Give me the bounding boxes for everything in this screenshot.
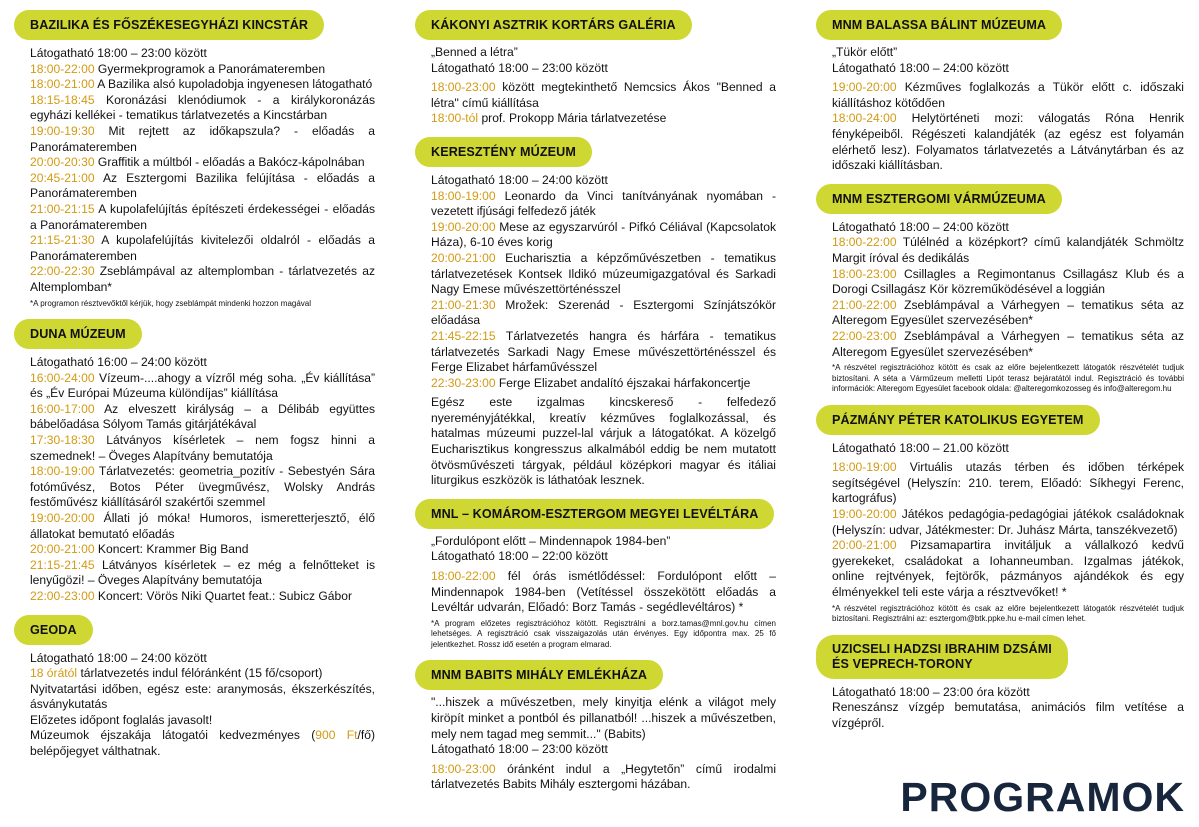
time: 20:45-21:00 (30, 170, 95, 185)
time: 22:00-22:30 (30, 264, 95, 279)
column-3 (816, 10, 1184, 741)
footnote: *A program előzetes regisztrációhoz kötött. Regisztrálni a borz.tamas@mnl.gov.hu címen lehetséges. A regisztráció csak visszaigazolás után érvényes. Egy időpontra max. 25 fő jelentkezhet. Rossz idő esetén a program elmarad. (431, 618, 776, 649)
time: 21:00-21:15 (30, 201, 95, 216)
time: 19:00-20:00 (431, 219, 496, 234)
time: 18:00-21:00 (30, 77, 95, 92)
time: 21:45-22:15 (431, 328, 496, 343)
time: 18:00-23:00 (431, 761, 496, 776)
program-item (816, 538, 1184, 600)
program-text: prof. Prokopp Mária tárlatvezetése (478, 111, 667, 126)
program-text: Csillagles a Regimontanus Csillagász Klub és a Dorogi Csillagász Kör közreműködésével a loggián (832, 266, 1184, 297)
time: 16:00-17:00 (30, 401, 95, 416)
program-text: Koncert: Vörös Niki Quartet feat.: Subicz Gábor (94, 588, 353, 603)
time: 21:00-21:30 (431, 297, 496, 312)
description: Egész este izgalmas kincskereső - felfedező nyereményjátékkal, kreatív kézműves foglalkozással, és hatalmas múzeumi puzzel-lal várjuk a látogatókat. A közelgő Eucharisztikus kongresszus alkalmából eddig be nem mutatott ötvösművészeti tárgyak, például középkori magyar és itáliai liturgikus eszközök is láthatóak lesznek. (431, 395, 776, 488)
time: 18:00-tól (431, 111, 479, 126)
program-text: Nyitvatartási időben, egész este: aranymosás, ékszerkészítés, ásványkutatás (30, 681, 375, 712)
program-text: Múzeumok éjszakája látogatói kedvezményes ( (30, 728, 316, 743)
exhibition-title: „Fordulópont előtt – Mindennapok 1984-ben” (431, 533, 671, 548)
opening-hours: Látogatható 18:00 – 23:00 óra között (832, 684, 1030, 699)
time: 21:00-22:00 (832, 297, 897, 312)
footnote: *A programon résztvevőktől kérjük, hogy zseblámpát mindenki hozzon magával (30, 298, 312, 308)
program-item (14, 402, 375, 433)
program-text: Ferge Elizabet andalító éjszakai hárfakoncertje (495, 375, 751, 390)
opening-hours: Látogatható 18:00 – 24:00 között (832, 60, 1009, 75)
section-duna (14, 319, 375, 605)
program-item (415, 569, 776, 616)
column-2 (415, 10, 776, 803)
program-list (415, 762, 776, 793)
section-kakonyi (415, 10, 776, 127)
program-item (816, 298, 1184, 329)
time: 18:00-19:00 (832, 460, 897, 475)
time: 18 órától (30, 666, 78, 681)
program-item (14, 171, 375, 202)
program-text: Koncert: Krammer Big Band (94, 542, 249, 557)
footnote: *A részvétel regisztrációhoz kötött és csak az előre bejelentkezett látogatók részvételét tudjuk biztosítani. Regisztrálni az: esztergom@btk.ppke.hu e-mail címen lehet. (832, 603, 1184, 624)
program-list (816, 235, 1184, 360)
program-text: Játékos pedagógia-pedagógiai játékok családoknak (Helyszín: udvar, Játékmester: Dr. Juhász Márta, tanszékvezető) (832, 506, 1184, 537)
opening-hours: Látogatható 18:00 – 24:00 között (30, 650, 207, 665)
program-text: Az elveszett királyság – a Délibáb együttes bábelőadása Sólyom Tamás gitárjátékával (30, 401, 375, 432)
program-text: Állati jó móka! Humoros, ismeretterjesztő, élő állatokat bemutató előadás (30, 510, 375, 541)
program-text: Az Esztergomi Bazilika felújítása - előadás a Panorámateremben (30, 170, 375, 201)
program-item (14, 233, 375, 264)
program-item (816, 235, 1184, 266)
time: 18:00-19:00 (431, 188, 496, 203)
program-list (14, 62, 375, 296)
program-text: Zseblámpával a Várhegyen – tematikus séta az Alteregom Egyesület szervezésében* (832, 297, 1184, 328)
program-item (14, 264, 375, 295)
exhibition-title: „Tükör előtt” (832, 45, 898, 59)
program-text: A kupolafelújítás építészeti érdekességei - előadás a Panorámateremben (30, 201, 375, 232)
opening-hours: Látogatható 18:00 – 21.00 között (832, 440, 1009, 455)
time: 18:00-22:00 (832, 235, 897, 250)
section-babits (415, 660, 776, 793)
section-title: MNL – KOMÁROM-ESZTERGOM MEGYEI LEVÉLTÁRA (415, 499, 774, 529)
section-title-line-1: UZICSELI HADZSI IBRAHIM DZSÁMI (832, 641, 1052, 656)
program-text: Tárlatvezetés: geometria_pozitív - Sebestyén Sára fotóművész, Botos Péter üvegművész, Wolsky András festőművész kiállításáról szakértői szemmel (30, 464, 375, 510)
program-item (14, 433, 375, 464)
time: 18:00-22:00 (431, 569, 496, 584)
time: 18:00-23:00 (832, 266, 897, 281)
program-text: tárlatvezetés indul félóránként (15 fő/csoport) (77, 666, 323, 681)
time: 20:00-21:00 (832, 538, 897, 553)
program-list (415, 569, 776, 616)
program-text: Reneszánsz vízgép bemutatása, animációs film vetítése a vízgépről. (832, 700, 1184, 730)
program-text: Mrožek: Szerenád - Esztergomi Színjátszókör előadása (431, 297, 776, 328)
column-1 (14, 10, 375, 770)
program-item (816, 267, 1184, 298)
program-item (14, 589, 375, 605)
program-item (415, 189, 776, 220)
section-title: MNM BABITS MIHÁLY EMLÉKHÁZA (415, 660, 663, 690)
program-text: Zseblámpával a Várhegyen – tematikus séta az Alteregom Egyesület szervezésében* (832, 328, 1184, 359)
program-item (14, 728, 375, 759)
time: 18:15-18:45 (30, 92, 95, 107)
time: 21:15-21:45 (30, 557, 95, 572)
program-item (14, 124, 375, 155)
program-item (816, 460, 1184, 507)
time: 22:30-23:00 (431, 375, 496, 390)
time: 20:00-21:00 (30, 542, 95, 557)
program-item (415, 80, 776, 111)
section-title: BAZILIKA ÉS FŐSZÉKESEGYHÁZI KINCSTÁR (14, 10, 324, 40)
program-text: Graffitik a múltból - előadás a Bakócz-kápolnában (94, 155, 365, 170)
program-item (14, 666, 375, 682)
program-item (14, 511, 375, 542)
exhibition-title: „Benned a létra” (431, 45, 518, 59)
program-item (415, 111, 776, 127)
time: 17:30-18:30 (30, 432, 95, 447)
program-list (816, 80, 1184, 174)
section-ppke (816, 405, 1184, 625)
program-text: Látványos kísérletek – ez még a felnőtteket is lenyűgözi! – Öveges Alapítvány bemutatója (30, 557, 375, 588)
program-item (415, 762, 776, 793)
section-title (816, 635, 1068, 679)
time: 18:00-22:00 (30, 61, 95, 76)
opening-hours: Látogatható 16:00 – 24:00 között (30, 355, 207, 369)
section-kereszteny (415, 137, 776, 489)
time: 19:00-20:00 (832, 80, 897, 95)
program-text: Vízeum-....ahogy a vízről még soha. „Év kiállítása” és „Év Európai Múzeuma különdíjas” kiállítása (30, 370, 375, 401)
program-text: Koronázási klenódiumok - a királykoronázás egyházi kellékei - tematikus tárlatvezetés a Kincstárban (30, 92, 375, 123)
program-list (415, 189, 776, 392)
program-item (14, 202, 375, 233)
section-geoda (14, 615, 375, 760)
time: 18:00-23:00 (431, 80, 496, 95)
program-list (415, 80, 776, 127)
program-list (816, 460, 1184, 600)
section-bazilika (14, 10, 375, 309)
quote: "...hiszek a művészetben, mely kinyitja elénk a világot mely kiröpít minket a pontból és pillanatból! ...hiszek a művészetben, mely nem tagad meg semmit..." (Babits) (431, 695, 776, 741)
program-text: /fő) belépőjegyet válthatnak. (30, 728, 375, 759)
program-text: Eucharisztia a képzőművészetben - tematikus tárlatvezetések Kontsek Ildikó múzeumigazgatóval és Sarkadi Nagy Emese művészettörténésszel (431, 250, 776, 297)
time: 19:00-19:30 (30, 123, 95, 138)
time: 19:00-20:00 (30, 510, 95, 525)
section-title: PÁZMÁNY PÉTER KATOLIKUS EGYETEM (816, 405, 1100, 435)
program-item (816, 80, 1184, 111)
section-mnl (415, 499, 776, 650)
program-item (415, 298, 776, 329)
time: 20:00-21:00 (431, 250, 496, 265)
section-title: GEODA (14, 615, 93, 645)
program-item (415, 376, 776, 392)
program-item (14, 558, 375, 589)
program-text: Látványos kísérletek – nem fogsz hinni a szemednek! – Öveges Alapítvány bemutatója (30, 432, 375, 463)
time: 22:00-23:00 (30, 588, 95, 603)
program-text: Leonardo da Vinci tanítványának nyomában - vezetett ifjúsági felfedező játék (431, 188, 776, 219)
opening-hours: Látogatható 18:00 – 24:00 között (431, 172, 608, 187)
time: 18:00-19:00 (30, 464, 95, 479)
opening-hours: Látogatható 18:00 – 23:00 között (431, 60, 608, 75)
section-title: DUNA MÚZEUM (14, 319, 142, 349)
time: 22:00-23:00 (832, 328, 897, 343)
footnote: *A részvétel regisztrációhoz kötött és csak az előre bejelentkezett látogatók részvételét tudjuk biztosítani. A séta a Várműzeum melletti Lipót terasz bejáratától indul. Regisztráció és további információk: Alteregom Egyesület facebook oldala: @alteregomkozosseg és info@alteregom.hu (832, 363, 1184, 394)
price: 900 Ft (315, 728, 358, 743)
program-text: között megtekinthető Nemcsics Ákos "Benned a létra" című kiállítása (431, 80, 776, 110)
section-title-line-2: ÉS VEPRECH-TORONY (832, 656, 973, 671)
program-item (415, 251, 776, 298)
program-text: A kupolafelújítás kivitelezői oldalról - előadás a Panorámateremben (30, 233, 375, 263)
time: 18:00-24:00 (832, 111, 897, 126)
program-text: fél órás ismétlődéssel: Fordulópont előtt – Mindennapok 1984-ben (Vetítéssel összekötött előadás a Levéltár udvarán, Előadó: Borz Tamás - segédlevéltáros) * (431, 569, 776, 615)
program-item (14, 77, 375, 93)
time: 21:15-21:30 (30, 233, 95, 248)
program-item (816, 507, 1184, 538)
program-text: Kézműves foglalkozás a Tükör előtt c. időszaki kiállításhoz kötődően (832, 80, 1184, 110)
program-text: Helytörténeti mozi: válogatás Róna Henrik fényképeiből. Régészeti kalandjáték (az egész est folyamán elérhető lesz). Folyamatos tárlatvezetés a Látványtárban és az időszaki kiállításban. (832, 111, 1184, 173)
program-item (14, 464, 375, 511)
program-text: óránként indul a „Hegytetőn” című irodalmi tárlatvezetés Babits Mihály esztergomi házában. (431, 761, 776, 792)
program-item (14, 542, 375, 558)
section-title: KÁKONYI ASZTRIK KORTÁRS GALÉRIA (415, 10, 692, 40)
program-text: Túlélnéd a középkort? című kalandjáték Schmöltz Margit íróval és dedikálás (832, 235, 1184, 265)
section-title: KERESZTÉNY MÚZEUM (415, 137, 592, 167)
opening-hours: Látogatható 18:00 – 23:00 között (30, 46, 207, 60)
program-list (14, 371, 375, 605)
time: 19:00-20:00 (832, 506, 897, 521)
section-uzicseli (816, 635, 1184, 732)
program-item (14, 155, 375, 171)
program-text: Zseblámpával az altemplomban - tárlatvezetés az Altemplomban* (30, 264, 375, 294)
programs-heading: PROGRAMOK (900, 774, 1185, 820)
program-text: Virtuális utazás térben és időben térképek segítségével (Helyszín: 210. terem, Előadó: Síkhegyi Ferenc, kartográfus) (832, 460, 1184, 506)
program-text: Pizsamapartira invitáljuk a vállalkozó kedvű gyerekeket, családokat a Iohanneumban. Izgalmas játékok, online rejtvények, fejtörők, pázmányos ajándékok és egy élményekkel teli este várja a résztvevőket! * (832, 538, 1184, 599)
program-text: A Bazilika alsó kupoladobja ingyenesen látogatható (94, 77, 373, 92)
program-item (14, 93, 375, 124)
program-item (415, 220, 776, 251)
program-text: Előzetes időpont foglalás javasolt! (30, 712, 213, 727)
program-text: Tárlatvezetés hangra és hárfára - tematikus tárlatvezetés Sarkadi Nagy Emese művészettörténésszel és Ferge Elizabet hárfaművésszel (431, 328, 776, 375)
section-varmuzeum (816, 184, 1184, 395)
section-title: MNM BALASSA BÁLINT MÚZEUMA (816, 10, 1062, 40)
program-text: Gyermekprogramok a Panorámateremben (94, 61, 326, 76)
program-item (816, 111, 1184, 173)
section-title: MNM ESZTERGOMI VÁRMÚZEUMA (816, 184, 1062, 214)
program-item (415, 329, 776, 376)
section-balassa (816, 10, 1184, 174)
opening-hours: Látogatható 18:00 – 22:00 között (431, 549, 608, 564)
program-item (14, 62, 375, 78)
program-text: Mit rejtett az időkapszula? - előadás a Panorámateremben (30, 123, 375, 154)
program-item (816, 329, 1184, 360)
program-text: Mese az egyszarvúról - Pifkó Céliával (Kapcsolatok Háza), 6-10 éves korig (431, 219, 776, 250)
program-item (14, 371, 375, 402)
time: 16:00-24:00 (30, 370, 95, 385)
opening-hours: Látogatható 18:00 – 24:00 között (832, 219, 1009, 234)
time: 20:00-20:30 (30, 155, 95, 170)
opening-hours: Látogatható 18:00 – 23:00 között (431, 742, 608, 757)
